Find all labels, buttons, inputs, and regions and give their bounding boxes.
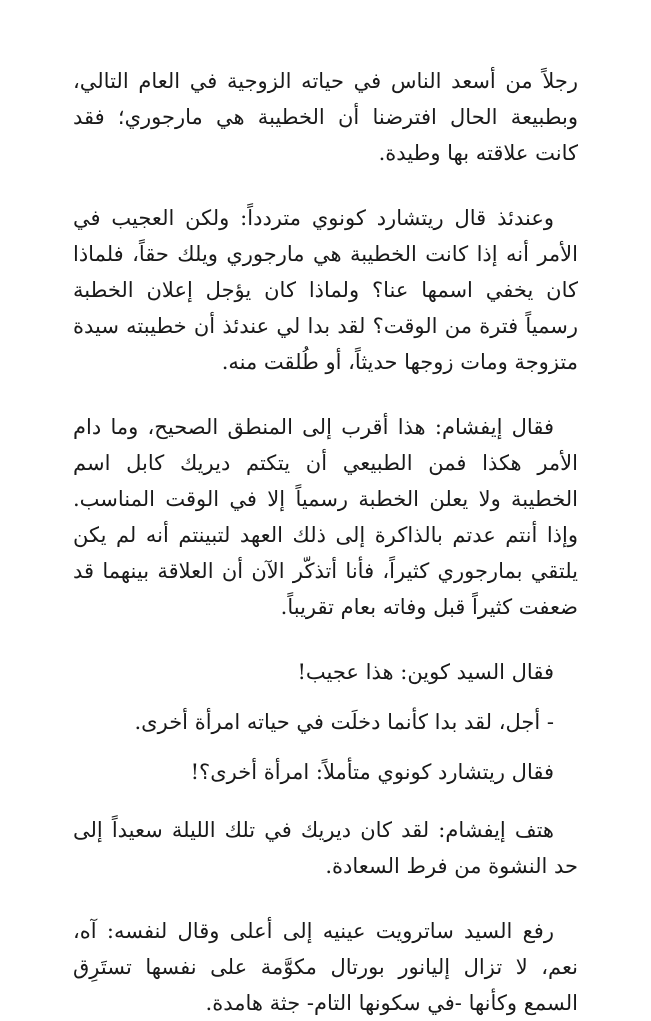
dialog-line-2: - أجل، لقد بدا كأنما دخلَت في حياته امرأة أخرى. [134,710,554,734]
paragraph-3: فقال إيفشام: هذا أقرب إلى المنطق الصحيح، وما دام الأمر هكذا فمن الطبيعي أن يتكتم ديريك كابل اسم الخطيبة ولا يعلن الخطبة رسمياً إلا في الوقت المناسب. وإذا أنتم عدتم بالذاكرة إلى ذلك العهد لتبينتم أنه لم يكن يلتقي بمارجوري كثيراً، فأنا أتذكّر الآن أن العلاقة بينهما قد ضعفت كثيراً قبل وفاته بعام تقريباً. [73,415,578,619]
paragraph-5: رفع السيد ساترويت عينيه إلى أعلى وقال لنفسه: آه، نعم، لا تزال إليانور بورتال مكوَّمة على نفسها تستَرِق السمع وكأنها -في سكونها التام- جثة هامدة. [73,919,578,1015]
dialog-line-1: فقال السيد كوين: هذا عجيب! [297,660,554,684]
dialog-line-3: فقال ريتشارد كونوي متأملاً: امرأة أخرى؟! [190,760,554,784]
paragraph-1: رجلاً من أسعد الناس في حياته الزوجية في العام التالي، وبطبيعة الحال افترضنا أن الخطيبة هي مارجوري؛ فقد كانت علاقته بها وطيدة. [73,69,578,165]
paragraph-4: هتف إيفشام: لقد كان ديريك في تلك الليلة سعيداً إلى حد النشوة من فرط السعادة. [73,818,578,878]
paragraph-2: وعندئذ قال ريتشارد كونوي متردداً: ولكن العجيب في الأمر أنه إذا كانت الخطيبة هي مارجوري ويلك حقاً، فلماذا كان يخفي اسمها عنا؟ ولماذا كان يؤجل إعلان الخطبة رسمياً فترة من الوقت؟ لقد بدا لي عندئذ أن خطيبته سيدة متزوجة ومات زوجها حديثاً، أو طُلقت منه. [73,206,578,374]
